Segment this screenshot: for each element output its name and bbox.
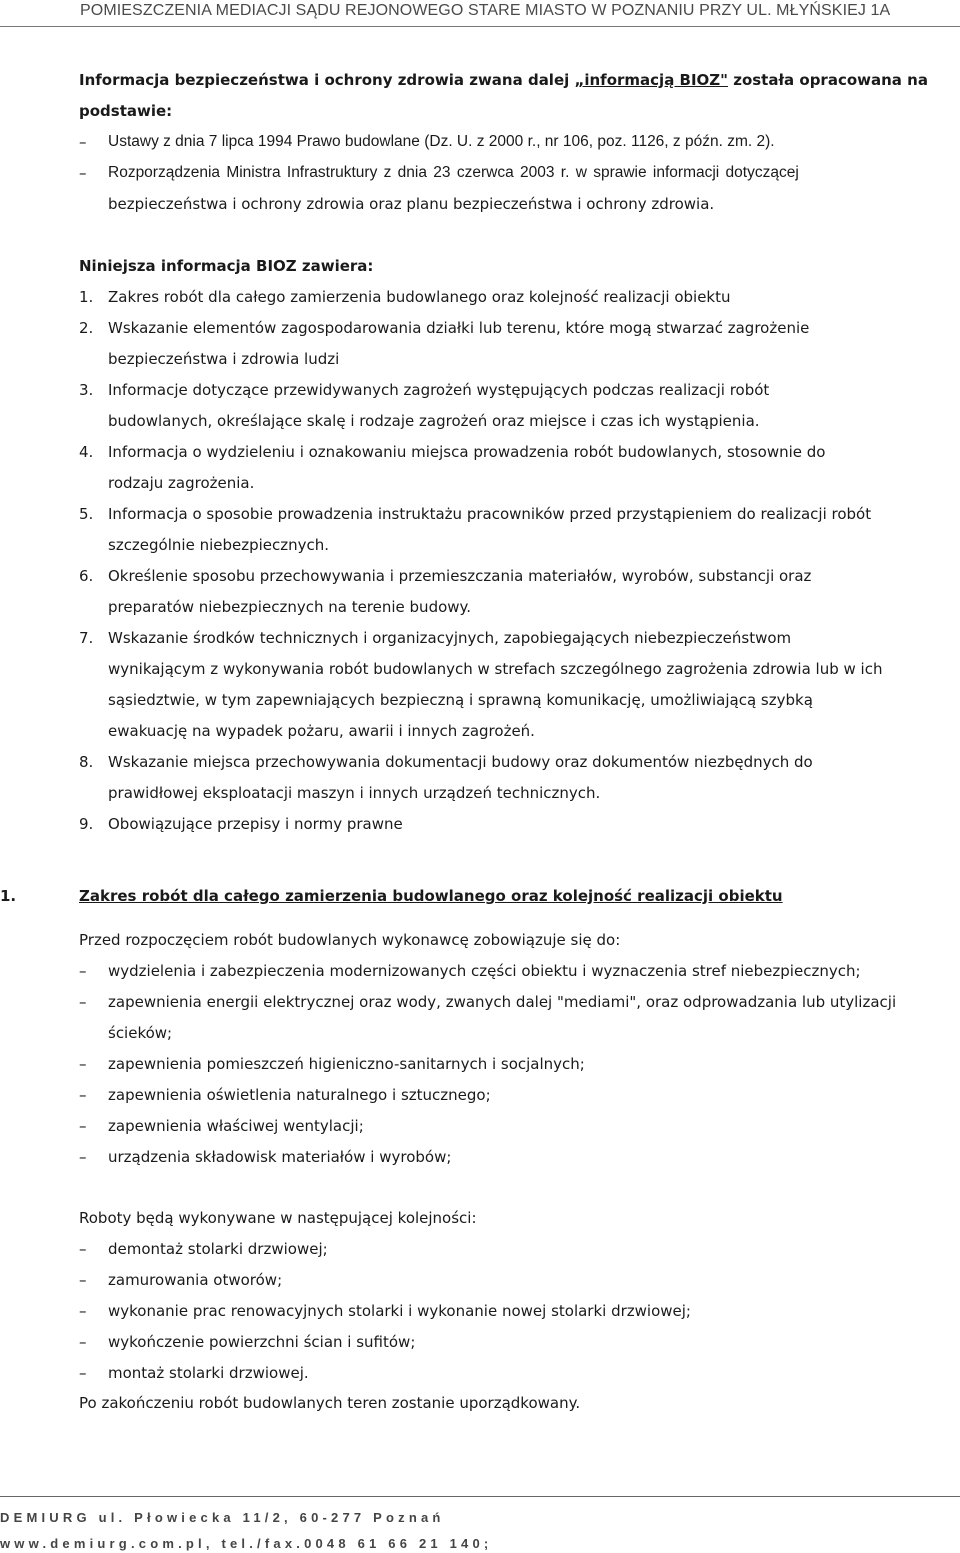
intro-text-end: została opracowana na (728, 71, 928, 89)
footer-contact: www.demiurg.com.pl, tel./fax.0048 61 66 21 140; (0, 1536, 493, 1551)
contents-item-number: 5. (79, 505, 94, 523)
preparation-item: urządzenia składowisk materiałów i wyrobów; (108, 1148, 452, 1166)
contents-item-number: 6. (79, 567, 94, 585)
contents-heading: Niniejsza informacja BIOZ zawiera: (79, 257, 374, 275)
work-order-item: wykończenie powierzchni ścian i sufitów; (108, 1333, 416, 1351)
bullet-dash: – (79, 1117, 87, 1135)
contents-item-text: Wskazanie miejsca przechowywania dokumentacji budowy oraz dokumentów niezbędnych do (108, 753, 813, 771)
preparation-item: zapewnienia pomieszczeń higieniczno-sanitarnych i socjalnych; (108, 1055, 585, 1073)
contents-item-text: preparatów niebezpiecznych na terenie budowy. (108, 598, 472, 616)
contents-item-text: wynikającym z wykonywania robót budowlanych w strefach szczególnego zagrożenia zdrowia lub w ich (108, 660, 883, 678)
preparation-item: zapewnienia właściwej wentylacji; (108, 1117, 364, 1135)
bullet-dash: – (79, 1148, 87, 1166)
bullet-dash: – (79, 1055, 87, 1073)
contents-item-number: 9. (79, 815, 94, 833)
bullet-dash: – (79, 1364, 87, 1382)
bullet-dash: – (79, 962, 87, 980)
contents-item-text: Zakres robót dla całego zamierzenia budowlanego oraz kolejność realizacji obiektu (108, 288, 731, 306)
contents-item-text: Określenie sposobu przechowywania i przemieszczania materiałów, wyrobów, substancji oraz (108, 567, 812, 585)
preparation-item: ścieków; (108, 1024, 173, 1042)
basis-item-2-cont: bezpieczeństwa i ochrony zdrowia oraz planu bezpieczeństwa i ochrony zdrowia. (108, 195, 715, 213)
bullet-dash: – (79, 1271, 87, 1289)
contents-item-text: bezpieczeństwa i zdrowia ludzi (108, 350, 340, 368)
contents-item-text: budowlanych, określające skalę i rodzaje zagrożeń oraz miejsce i czas ich wystąpienia. (108, 412, 760, 430)
contents-item-number: 4. (79, 443, 94, 461)
basis-item-2: Rozporządzenia Ministra Infrastruktury z dnia 23 czerwca 2003 r. w sprawie informacji dotyczącej (108, 164, 799, 181)
work-order-item: wykonanie prac renowacyjnych stolarki i wykonanie nowej stolarki drzwiowej; (108, 1302, 691, 1320)
contents-item-number: 7. (79, 629, 94, 647)
intro-line-1 (79, 70, 928, 90)
contents-item-text: Wskazanie elementów zagospodarowania działki lub terenu, które mogą stwarzać zagrożenie (108, 319, 810, 337)
contents-item-number: 1. (79, 288, 94, 306)
bullet-dash: – (79, 993, 87, 1011)
section-title: Zakres robót dla całego zamierzenia budowlanego oraz kolejność realizacji obiektu (79, 887, 783, 905)
contents-item-text: prawidłowej eksploatacji maszyn i innych urządzeń technicznych. (108, 784, 601, 802)
contents-item-text: Informacja o sposobie prowadzenia instruktażu pracowników przed przystąpieniem do realizacji robót (108, 505, 872, 523)
contents-item-text: Wskazanie środków technicznych i organizacyjnych, zapobiegających niebezpieczeństwom (108, 629, 792, 647)
contents-item-text: rodzaju zagrożenia. (108, 474, 255, 492)
contents-item-text: Informacje dotyczące przewidywanych zagrożeń występujących podczas realizacji robót (108, 381, 770, 399)
page-header: POMIESZCZENIA MEDIACJI SĄDU REJONOWEGO STARE MIASTO W POZNANIU PRZY UL. MŁYŃSKIEJ 1A (0, 0, 960, 27)
footer-address: DEMIURG ul. Płowiecka 11/2, 60-277 Poznań (0, 1510, 445, 1525)
section-paragraph-2: Roboty będą wykonywane w następującej kolejności: (79, 1209, 477, 1227)
basis-item-1: Ustawy z dnia 7 lipca 1994 Prawo budowlane (Dz. U. z 2000 r., nr 106, poz. 1126, z późn. zm. 2). (108, 133, 775, 150)
contents-item-text: Informacja o wydzieleniu i oznakowaniu miejsca prowadzenia robót budowlanych, stosownie do (108, 443, 826, 461)
work-order-item: demontaż stolarki drzwiowej; (108, 1240, 328, 1258)
bullet-dash: – (79, 1240, 87, 1258)
contents-item-number: 8. (79, 753, 94, 771)
contents-item-text: szczególnie niebezpiecznych. (108, 536, 330, 554)
work-order-item: montaż stolarki drzwiowej. (108, 1364, 309, 1382)
bullet-dash: – (79, 1302, 87, 1320)
intro-text: Informacja bezpieczeństwa i ochrony zdrowia zwana dalej (79, 71, 575, 89)
footer-divider (0, 1496, 960, 1497)
bullet-dash: – (79, 1086, 87, 1104)
contents-item-number: 3. (79, 381, 94, 399)
contents-item-text: Obowiązujące przepisy i normy prawne (108, 815, 403, 833)
bullet-dash: – (79, 133, 87, 151)
preparation-item: zapewnienia oświetlenia naturalnego i sztucznego; (108, 1086, 491, 1104)
section-number: 1. (0, 887, 17, 905)
work-order-item: zamurowania otworów; (108, 1271, 283, 1289)
preparation-item: wydzielenia i zabezpieczenia modernizowanych części obiektu i wyznaczenia stref niebezpiecznych; (108, 962, 861, 980)
closing-paragraph: Po zakończeniu robót budowlanych teren zostanie uporządkowany. (79, 1394, 581, 1412)
intro-line-2: podstawie: (79, 102, 173, 120)
contents-item-number: 2. (79, 319, 94, 337)
section-paragraph-1: Przed rozpoczęciem robót budowlanych wykonawcę zobowiązuje się do: (79, 931, 621, 949)
contents-item-text: ewakuację na wypadek pożaru, awarii i innych zagrożeń. (108, 722, 535, 740)
contents-item-text: sąsiedztwie, w tym zapewniających bezpieczną i sprawną komunikację, umożliwiającą szybką (108, 691, 813, 709)
preparation-item: zapewnienia energii elektrycznej oraz wody, zwanych dalej "mediami", oraz odprowadzania lub utylizacji (108, 993, 897, 1011)
bullet-dash: – (79, 1333, 87, 1351)
bullet-dash: – (79, 164, 87, 182)
intro-underlined-term: „informacją BIOZ" (574, 71, 728, 89)
